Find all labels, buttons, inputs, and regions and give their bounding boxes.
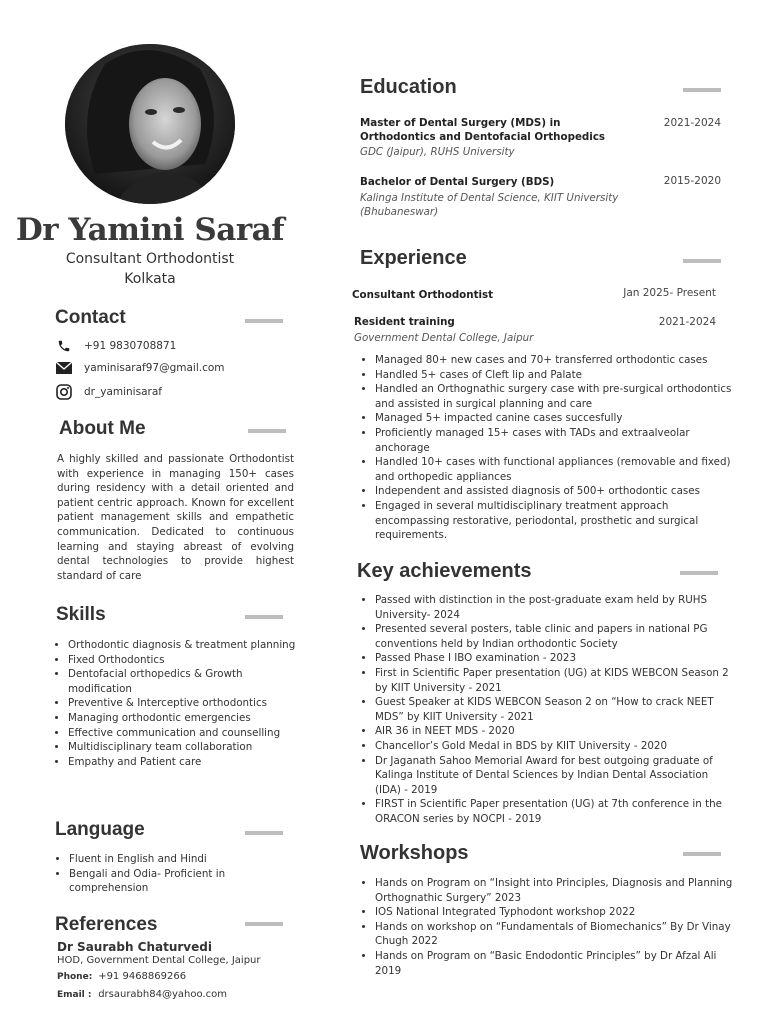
phone-icon	[56, 338, 72, 354]
skill-item: • Effective communication and counselling	[68, 726, 298, 741]
skill-item: • Preventive & Interceptive orthodontics	[68, 696, 298, 711]
reference-email[interactable]: drsaurabh84@yahoo.com	[98, 989, 227, 1000]
skill-item: • Multidisciplinary team collaboration	[68, 740, 298, 755]
contact-instagram[interactable]: dr_yaminisaraf	[84, 386, 162, 398]
section-divider	[248, 429, 286, 433]
instagram-icon	[56, 384, 72, 400]
skill-item: • Fixed Orthodontics	[68, 653, 298, 668]
profile-photo	[65, 44, 235, 204]
experience-bullet: • Engaged in several multidisciplinary treatment approach encompassing restorative, periodontal, prosthetic and surgical requirements.	[375, 499, 735, 543]
experience-bullet: • Proficiently managed 15+ cases with TADs and extraalveolar anchorage	[375, 426, 735, 455]
education-dates: 2021-2024	[663, 117, 721, 129]
left-column	[0, 0, 300, 1024]
section-divider	[245, 831, 283, 835]
achievement-item: • Chancellor’s Gold Medal in BDS by KIIT University - 2020	[375, 739, 730, 754]
section-divider	[245, 615, 283, 619]
section-divider	[680, 571, 718, 575]
skill-item: • Orthodontic diagnosis & treatment planning	[68, 638, 298, 653]
education-title: Bachelor of Dental Surgery (BDS)	[360, 176, 555, 188]
mail-icon	[56, 360, 72, 376]
achievement-item: • FIRST in Scientific Paper presentation (UG) at 7th conference in the ORACON series by NOCPI - 2019	[375, 797, 730, 826]
experience-bullet: • Independent and assisted diagnosis of 500+ orthodontic cases	[375, 484, 735, 499]
education-institution: GDC (Jaipur), RUHS University	[360, 146, 515, 158]
language-list	[55, 852, 269, 896]
education-title: Master of Dental Surgery (MDS) in Orthodontics and Dentofacial Orthopedics	[360, 117, 606, 143]
experience-institution: Government Dental College, Jaipur	[354, 332, 534, 344]
profile-location: Kolkata	[124, 271, 176, 287]
achievements-list	[361, 593, 730, 827]
skill-item: • Managing orthodontic emergencies	[68, 711, 298, 726]
achievements-heading: Key achievements	[357, 560, 532, 582]
achievement-item: • Dr Jaganath Sahoo Memorial Award for best outgoing graduate of Kalinga Institute of Dental Sciences by Indian Dental Association (IDA) - 2019	[375, 754, 730, 798]
experience-bullets	[361, 353, 735, 543]
section-divider	[683, 88, 721, 92]
achievement-item: • First in Scientific Paper presentation (UG) at KIDS WEBCON Season 2 by KIIT University - 2021	[375, 666, 730, 695]
section-divider	[245, 922, 283, 926]
experience-bullet: • Handled 10+ cases with functional appliances (removable and fixed) and orthopedic appliances	[375, 455, 735, 484]
achievement-item: • AIR 36 in NEET MDS - 2020	[375, 724, 730, 739]
skill-item: • Empathy and Patient care	[68, 755, 298, 770]
profile-name: Dr Yamini Saraf	[15, 212, 285, 248]
experience-bullet: • Managed 5+ impacted canine cases succesfully	[375, 411, 735, 426]
workshop-item: • Hands on Program on “Insight into Principles, Diagnosis and Planning Orthognathic Surgery” 2023	[375, 876, 735, 905]
reference-email-label: Email :	[57, 990, 92, 1000]
achievement-item: • Presented several posters, table clinic and papers in national PG conventions held by Indian orthodontic Society	[375, 622, 730, 651]
experience-title: Consultant Orthodontist	[352, 289, 494, 301]
skill-item: • Dentofacial orthopedics & Growth modification	[68, 667, 298, 696]
language-item: • Fluent in English and Hindi	[69, 852, 269, 867]
workshop-item: • IOS National Integrated Typhodont workshop 2022	[375, 905, 735, 920]
achievement-item: • Passed Phase I IBO examination - 2023	[375, 651, 730, 666]
language-heading: Language	[55, 819, 145, 840]
contact-email[interactable]: yaminisaraf97@gmail.com	[84, 362, 225, 374]
reference-phone[interactable]: +91 9468869266	[98, 971, 187, 982]
section-divider	[683, 852, 721, 856]
contact-phone[interactable]: +91 9830708871	[84, 340, 177, 352]
workshops-list	[361, 876, 735, 978]
contact-heading: Contact	[55, 307, 126, 328]
skills-list	[54, 638, 298, 769]
profile-title: Consultant Orthodontist	[65, 251, 235, 267]
about-text: A highly skilled and passionate Orthodontist with experience in managing 150+ cases during residency with a detail oriented and patient centric approach. Known for excellent patient management skills and empathetic communication. Dedicated to continuous learning and staying abreast of evolving dental technologies to provide highest standard of care	[57, 453, 294, 582]
reference-phone-row	[57, 971, 186, 982]
right-column	[340, 0, 740, 1024]
achievement-item: • Guest Speaker at KIDS WEBCON Season 2 on “How to crack NEET MDS” by KIIT University - 2021	[375, 695, 730, 724]
experience-bullet: • Managed 80+ new cases and 70+ transferred orthodontic cases	[375, 353, 735, 368]
reference-role: HOD, Government Dental College, Jaipur	[57, 955, 261, 966]
education-dates: 2015-2020	[663, 175, 721, 187]
references-heading: References	[55, 914, 158, 935]
achievement-item: • Passed with distinction in the post-graduate exam held by RUHS University- 2024	[375, 593, 730, 622]
workshop-item: • Hands on Program on “Basic Endodontic Principles” by Dr Afzal Ali 2019	[375, 949, 735, 978]
experience-title: Resident training	[354, 316, 455, 328]
experience-heading: Experience	[360, 247, 467, 269]
reference-phone-label: Phone:	[57, 972, 93, 982]
education-institution: Kalinga Institute of Dental Science, KIIT University (Bhubaneswar)	[360, 192, 619, 218]
contact-email-row	[56, 360, 225, 376]
section-divider	[245, 319, 283, 323]
reference-email-row	[57, 989, 227, 1000]
section-divider	[683, 259, 721, 263]
skills-heading: Skills	[56, 604, 106, 625]
contact-phone-row	[56, 338, 176, 354]
experience-dates: 2021-2024	[658, 316, 716, 328]
contact-instagram-row	[56, 384, 162, 400]
workshop-item: • Hands on workshop on “Fundamentals of Biomechanics” By Dr Vinay Chugh 2022	[375, 920, 735, 949]
workshops-heading: Workshops	[360, 842, 469, 864]
experience-bullet: • Handled an Orthognathic surgery case with pre-surgical orthodontics and assisted in surgical planning and care	[375, 382, 735, 411]
language-item: • Bengali and Odia- Proficient in comprehension	[69, 867, 269, 896]
experience-bullet: • Handled 5+ cases of Cleft lip and Palate	[375, 368, 735, 383]
reference-name: Dr Saurabh Chaturvedi	[57, 940, 212, 954]
education-heading: Education	[360, 76, 457, 98]
about-heading: About Me	[59, 418, 146, 439]
experience-dates: Jan 2025- Present	[623, 287, 716, 299]
